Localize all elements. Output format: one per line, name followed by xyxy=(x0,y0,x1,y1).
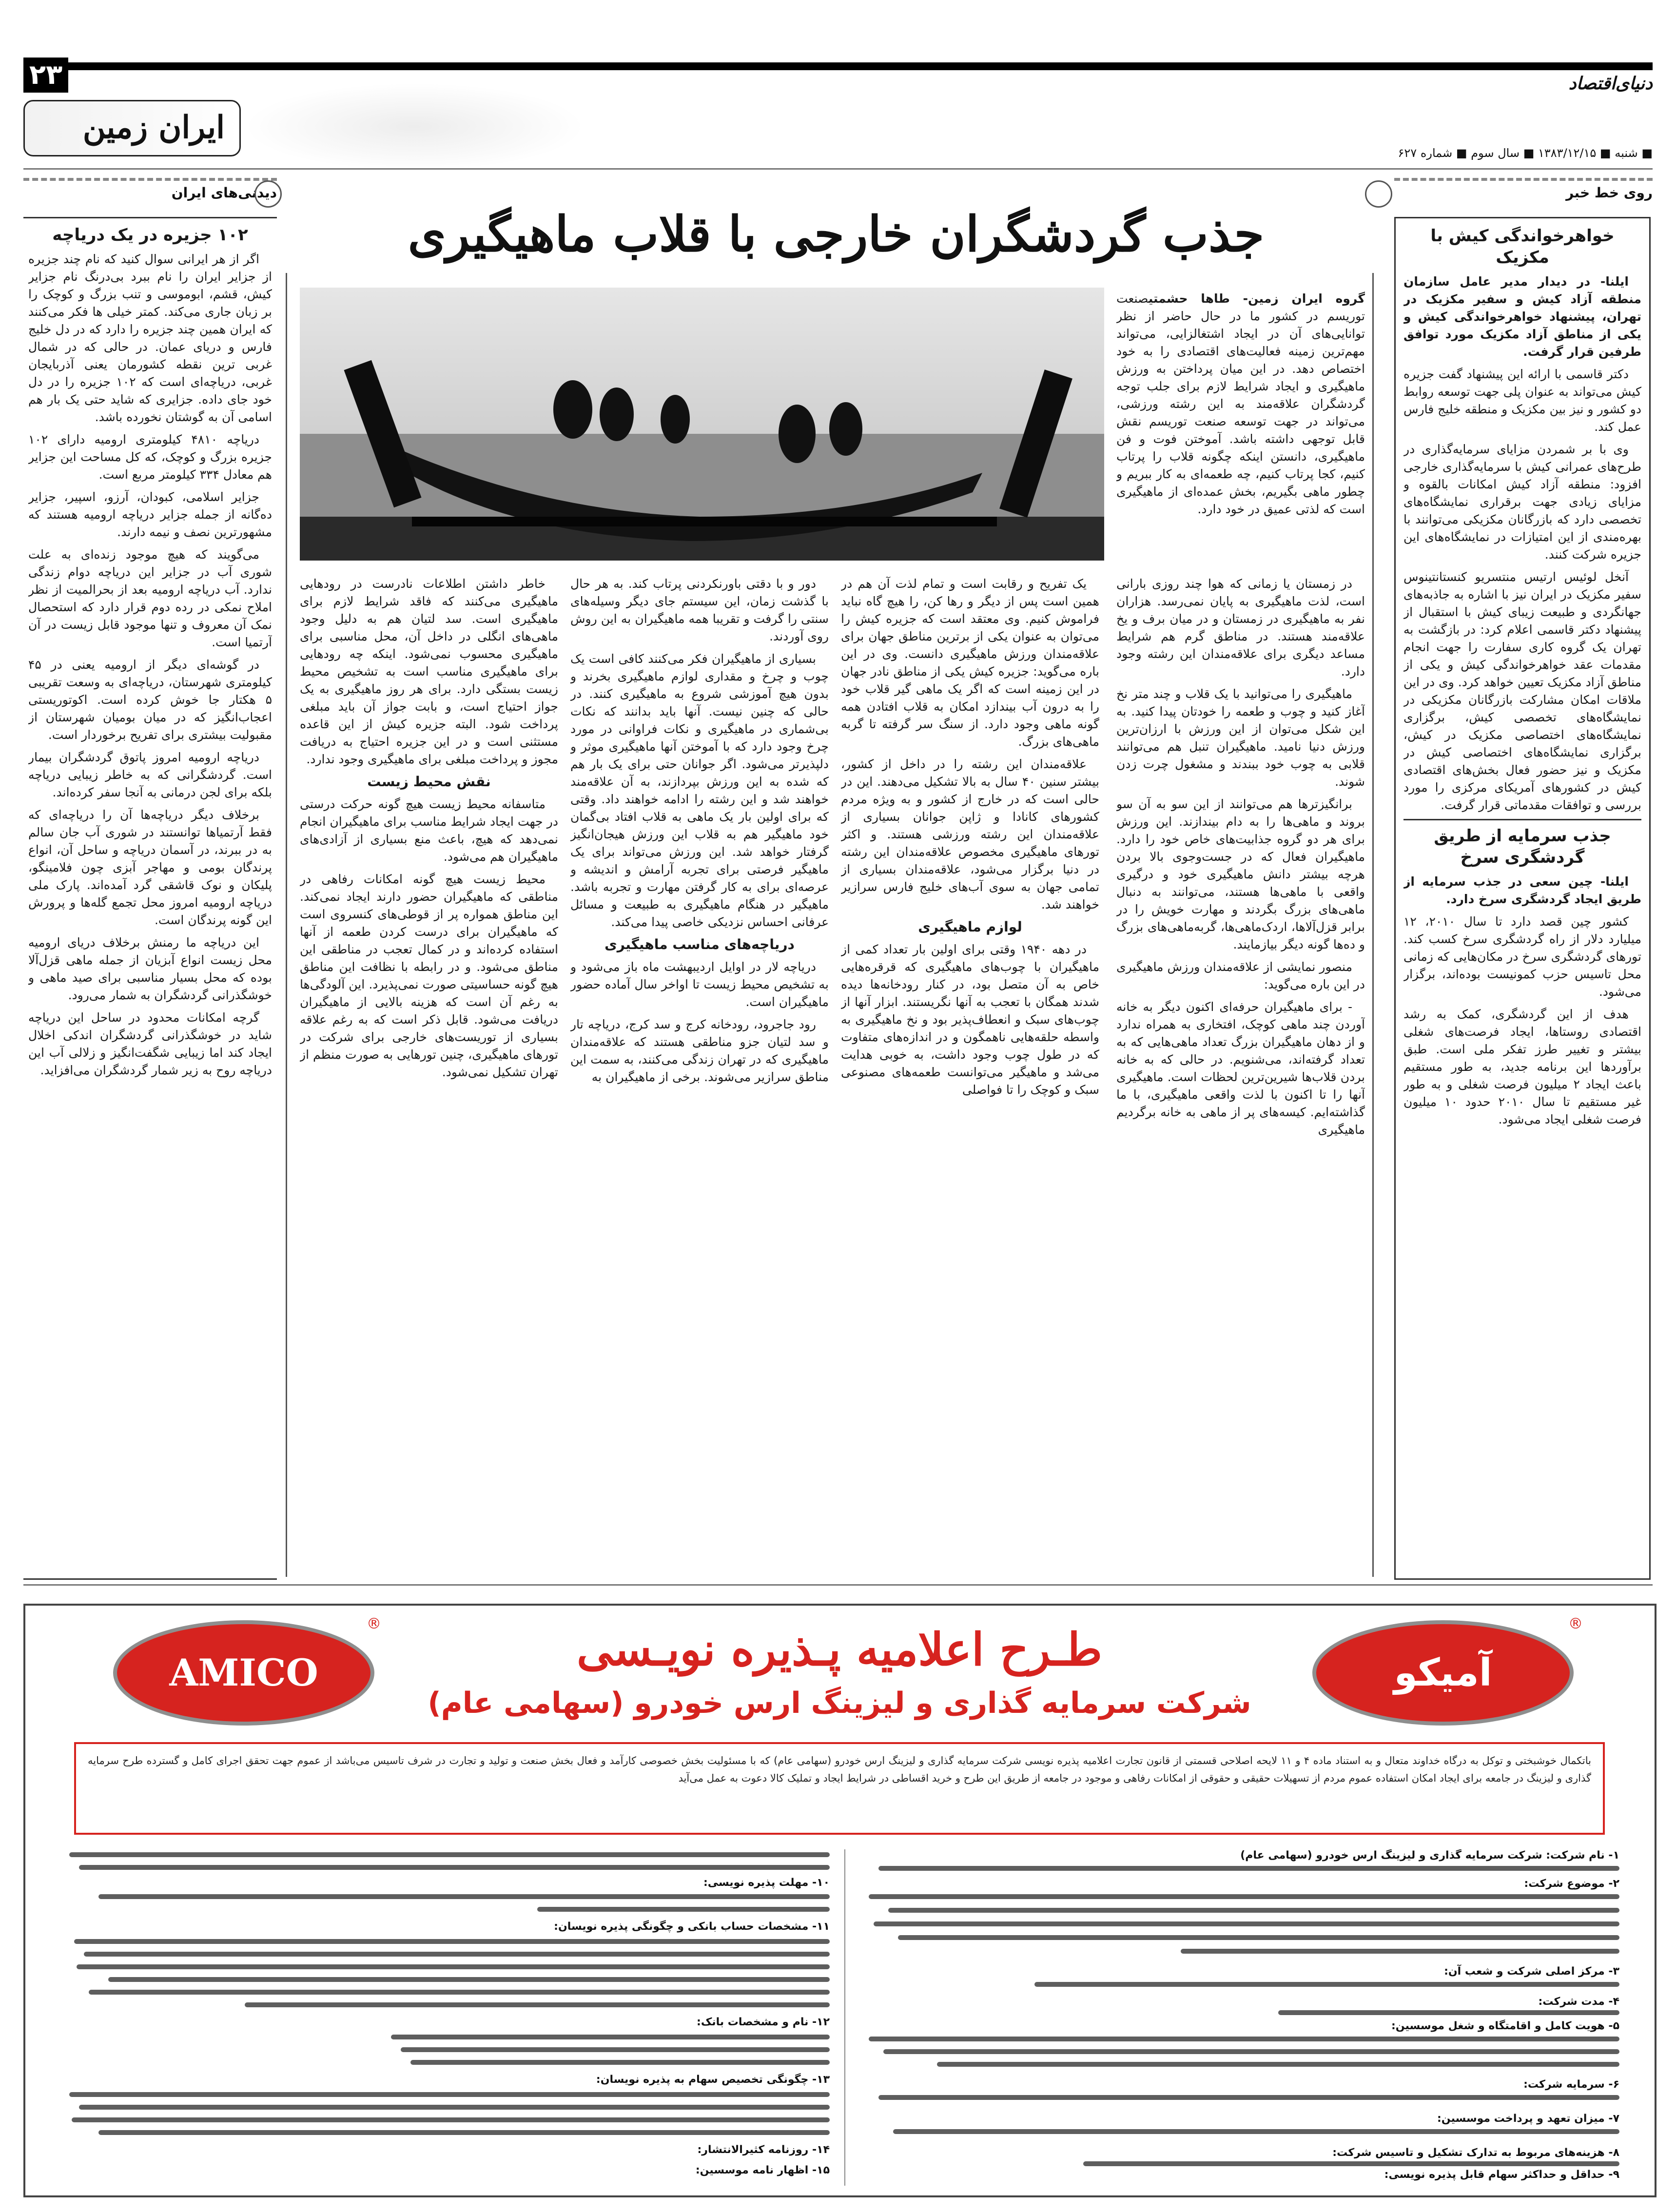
news-paragraph: هدف از این گردشگری، کمک به رشد اقتصادی روستاها، ایجاد فرصت‌های شغلی بیشتر و تغییر طرز تفکر ملی است. طبق برآورد‌ها این برنامه جدید، به طور مستقیم باعث ایجاد ۲ میلیون فرصت شغلی و به طور غیر مستقیم تا سال ۲۰۱۰ حدود ۱۰ میلیون فرصت شغلی ایجاد می‌شود. xyxy=(1403,1007,1641,1126)
advert-text-line xyxy=(1181,1949,1619,1954)
left-column-content xyxy=(28,224,272,1574)
left-paragraph: دریاچه ارومیه امروز پاتوق گردشگران بیمار است. گردشگرانی که به خاطر زیبایی دریاچه بلکه برای لجن درمانی به آنجا سفر کرده‌اند. xyxy=(28,750,272,799)
advert-text-line xyxy=(937,2062,1619,2067)
subheading-environment-role: نقش محیط زیست xyxy=(367,774,491,790)
left-paragraph: جزایر اسلامی، کبودان، آرزو، اسپیر، جزایر ده‌گانه از جمله جزایر دریاچه ارومیه هستند که مشهورترین نصف و نیمه دارند. xyxy=(28,490,272,539)
advert-text-line xyxy=(69,1852,830,1857)
world-map-decoration xyxy=(244,83,585,171)
advert-text-line xyxy=(869,2037,1619,2041)
registered-mark-right: ® xyxy=(1568,1615,1583,1632)
advert-text-line xyxy=(84,1952,830,1957)
globe-icon-right xyxy=(1365,180,1392,208)
article-bottom-rule xyxy=(23,1584,1653,1586)
left-paragraph: در گوشه‌ای دیگر از ارومیه یعنی در ۴۵ کیلومتری شهرستان، دریاچه‌ای به وسعت تقریبی ۵ هکتار جا خوش کرده است. اکوتوریستی اعجاب‌انگیز که در میان بومیان شهرستان از مقبولیت بیشتری برای تفریح برخوردار است. xyxy=(28,658,272,742)
left-paragraph: این دریاچه ما رمنش برخلاف دریای ارومیه محل زیست انواع آبزیان از جمله ماهی قزل‌آلا بوده که محل بسیار مناسبی برای صید ماهی و خوشگذرانی گردشگران به شمار می‌رود. xyxy=(28,935,272,1002)
advert-text-line xyxy=(869,1894,1619,1899)
advert-text-line xyxy=(1278,2010,1619,2015)
article-paragraph: در زمستان یا زمانی که هوا چند روزی بارانی است، لذت ماهیگیری به پایان نمی‌رسد. هزاران نفر به ماهیگیری در زمستان و در میان برف و یخ علاقه‌مند هستند. در مناطق گرم هم شرایط مساعد دیگری برای علاقه‌مندان این رشته وجود دارد. xyxy=(1116,577,1365,679)
article-col-3 xyxy=(570,575,829,1579)
advert-title: طـرح اعلامیه پـذیره نویـسی xyxy=(577,1623,1102,1676)
article-intro-text: صنعت توریسم در کشور ما در حال حاضر از نظر توانایی‌های آن در ایجاد اشتغالزایی، می‌تواند مهم‌ترین زمینه فعالیت‌های اقتصادی را به خود اختصاص دهد. در این میان پرداختن به ورزش ماهیگیری و ایجاد شرایط لازم برای جلب توجه گردشگران علاقه‌مند به این رشته ورزشی، می‌تواند در جهت توسعه صنعت توریسم نقش قابل توجهی داشته باشد. آموختن فوت و فن ماهیگیری، دانستن اینکه چگونه قلاب را پرتاب کنیم، کجا پرتاب کنیم، چه طعمه‌ای به کار ببریم و چطور ماهی بگیریم، بخش عمده‌ای از ماهیگیری است که لذتی عمیق در خود دارد. xyxy=(1116,291,1365,516)
article-paragraph: خاطر داشتن اطلاعات نادرست در رودهایی ماهیگیری می‌کنند که فاقد شرایط لازم برای ماهیگیری است. سد لتیان هم به دلیل وجود ماهی‌های انگلی در داخل آن، محل مناسبی برای ماهیگیری محسوب نمی‌شود. اینکه چه رودهایی برای ماهیگیری مناسب است به تشخیص محیط زیست بستگی دارد. برای هر روز ماهیگیری به یک جواز احتیاج است، و بابت جواز آن باید مبلغی پرداخت شود. البته جزیره کیش از این قاعده مستثنی است و در این جزیره احتیاج به دریافت مجوز و پرداخت مبلغی برای ماهیگیری وجود ندارد. xyxy=(300,577,558,766)
advert-text-line xyxy=(893,2129,1619,2134)
left-paragraph: گرچه امکانات محدود در ساحل این دریاچه شاید در خوشگذرانی گردشگران اندکی اخلال ایجاد کند اما زیبایی شگفت‌انگیز و زلالی آب این دریاچه روح به زیر شمار گردشگران می‌افزاید. xyxy=(28,1010,272,1077)
advert-item: ۷- میزان تعهد و پرداخت موسسین: xyxy=(1437,2113,1619,2125)
advert-item: ۸- هزینه‌های مربوط به تدارک تشکیل و تاسیس شرکت: xyxy=(1332,2147,1619,2159)
fishermen-boat-silhouette-photo xyxy=(300,288,1104,561)
left-article-title: ۱۰۲ جزیره در یک دریاچه xyxy=(52,225,248,245)
article-headline: جذب گردشگران خارجی با قلاب ماهیگیری xyxy=(408,205,1265,263)
advert-item: ۴- مدت شرکت: xyxy=(1538,1996,1619,2008)
advert-text-line xyxy=(1083,2161,1619,2166)
advert-text-line xyxy=(1034,1982,1619,1987)
article-paragraph: یک تفریح و رقابت است و تمام لذت آن هم در همین است پس از دیگر و رها کن، را هیچ گاه نباید فراموش کنیم. وی معتقد است که جزیره کیش را می‌توان به عنوان یکی از برترین مناطق جهان برای علاقه‌مندان ورزش ماهیگیری دانست. وی در این باره می‌گوید: جزیره کیش یکی از مناطق نادر جهان در این زمینه است که اگر یک ماهی گیر قلاب خود را به درون آب بیندازد امکان به قلاب افتادن همه گونه ماهی وجود دارد. از سنگ سر گرفته تا گربه ماهی‌های بزرگ. xyxy=(841,577,1099,749)
advert-text-line xyxy=(74,1939,830,1944)
advert-text-line xyxy=(391,2035,830,2039)
article-paragraph: محیط زیست هیچ گونه امکانات رفاهی در مناطقی که ماهیگیران حضور دارند ایجاد نمی‌کند. این مناطق همواره پر از قوطی‌های کنسروی است که ماهیگیران برای درست کردن طعمه از آنها استفاده کرده‌اند و در کمال تعجب در مناطقی این مناطق می‌شود. و در رابطه با نظافت این مناطق هیچ گونه حساسیتی صورت نمی‌پذیرد. این آلودگی‌ها به رغم آن است که هزینه بالایی از ماهیگیران دریافت می‌شود. قابل ذکر است که به رغم علاقه بسیاری از توریست‌های خارجی برای شرکت در تورهای ماهیگیری، چنین تورهایی به صورت منظم از تهران تشکیل نمی‌شود. xyxy=(300,872,558,1079)
column-divider xyxy=(286,273,287,1577)
advert-subtitle: شرکت سرمایه گذاری و لیزینگ ارس خودرو (سهامی عام) xyxy=(428,1686,1251,1720)
issue-info: ■ شنبه ■ ۱۳۸۳/۱۲/۱۵ ■ سال سوم ■ شماره ۶۲۷ xyxy=(1398,146,1653,160)
advert-text-line xyxy=(410,2060,830,2065)
news-title-red-tourism: جذب سرمایه از طریق گردشگری سرخ xyxy=(1434,826,1611,867)
advert-item: ۶- سرمایه شرکت: xyxy=(1523,2078,1619,2091)
globe-icon-left xyxy=(254,180,282,208)
advert-text-line xyxy=(401,2047,830,2052)
advert-text-line xyxy=(79,2105,830,2110)
article-col-2 xyxy=(841,575,1099,1579)
header-top-rule xyxy=(68,62,1653,70)
left-paragraph: برخلاف دیگر دریاچه‌ها آن را دریاچه‌ای که فقط آرتمیاها توانستند در شوری آب جان سالم به در ببرند، در آسمان دریاچه و ساحل آن، انواع پرندگان بومی و مهاجر آبزی چون فلامینگو، پلیکان و نوک قاشقی گرد آمده‌اند. پارک ملی دریاچه ارومیه امروز محل تجمع گله‌ها و پرورش این گونه پرندگان است. xyxy=(28,808,272,927)
advert-text-line xyxy=(883,2049,1619,2054)
advert-item: ۹- حداقل و حداکثر سهام قابل پذیره نویسی: xyxy=(1384,2169,1619,2181)
article-paragraph: در دهه ۱۹۴۰ وقتی برای اولین بار تعداد کمی از ماهیگیران با چوب‌های ماهیگیری که قرقره‌هایی خاص به آن متصل بود، در کنار رودخانه‌ها دیده شدند همگان با تعجب به آنها نگریستند. ابزار آنها از چوب‌های سبک و انعطاف‌پذیر بود و نخ ماهیگیری به واسطه حلقه‌هایی ناهمگون و در اندازه‌های متفاوت که در طول چوب وجود داشت، به خوبی هدایت می‌شد و ماهیگیر می‌توانست طعمه‌های مصنوعی سبک و کوچک را تا فواصلی xyxy=(841,942,1099,1097)
advert-right-column xyxy=(859,1849,1619,2186)
section-title: ایران زمین xyxy=(82,109,225,146)
article-paragraph: دور و با دقتی باورنکردنی پرتاب کند. به هر حال با گذشت زمان، این سیستم جای دیگر وسیله‌های سنتی را گرفت و تقریبا همه ماهیگیران به این روش روی آوردند. xyxy=(570,577,829,643)
section-title-box xyxy=(23,100,241,156)
left-column-frame xyxy=(23,217,277,1580)
advert-column-divider xyxy=(844,1849,845,2186)
subheading-fishing-gear: لوازم ماهیگیری xyxy=(918,919,1022,935)
advert-item: ۱۱- مشخصات حساب بانکی و چگونگی پذیره نویسان: xyxy=(554,1921,830,1933)
news-title-kish: خواهرخواندگی کیش با مکزیک xyxy=(1430,226,1615,267)
article-paragraph: علاقه‌مندان این رشته را در داخل از کشور، بیشتر سنین ۴۰ سال به بالا تشکیل می‌دهند. این در حالی است که در خارج از کشور و به ویژه مردم کشورهای کانادا و ژاپن جوانان بسیاری از علاقه‌مندان این رشته ورزشی هستند. و اکثر تورهای ماهیگیری مخصوص علاقه‌مندان این رشته در دنیا برگزار می‌شود، علاقه‌مندان بسیاری از تمامی جهان به سوی آب‌های خلیج فارس سرازیر خواهند شد. xyxy=(841,757,1099,912)
advert-notice-box: باتکمال خوشبختی و توکل به درگاه خداوند متعال و به استناد ماده ۴ و ۱۱ لایحه اصلاحی قسمتی از قانون تجارت اعلامیه پذیره نویسی شرکت سرمایه گذاری و لیزینگ ارس خودرو (سهامی عام) که با مسئولیت بخش خصوصی کارآمد و فعال بخش صنعت و تولید و تجارت در شرف تاسیس می‌باشد از عموم جهت تحقق اجرای کامل و گسترده طرح سرمایه گذاری و لیزینگ در جامعه برای ایجاد امکان استفاده عموم مردم از تسهیلات حقیقی و حقوقی از امکانات رفاهی و موجود در جامعه از طریق این طرح و خرید اقساطی در شرایط ایجاد و تملیک کالا دعوت به عمل می‌آید xyxy=(74,1742,1605,1835)
article-col-4 xyxy=(300,575,558,1579)
news-lead-red-tourism: ایلنا- چین سعی در جذب سرمایه از طریق ایجاد گردشگری سرخ دارد. xyxy=(1403,874,1641,906)
advert-item: ۳- مرکز اصلی شرکت و شعب آن: xyxy=(1444,1965,1619,1978)
article-paragraph: ماهیگیری را می‌توانید با یک قلاب و چند متر نخ آغاز کنید و چوب و طعمه را خودتان پیدا کنید. به این شکل می‌توان از این ورزش با ارزان‌ترین ورزش دنیا نامید. ماهیگیران تنبل هم می‌توانند قلابی به چوب خود ببندند و مشغول چرت زدن شوند. xyxy=(1116,687,1365,789)
news-box xyxy=(1394,217,1651,1580)
advert-text-line xyxy=(898,1935,1619,1940)
article-col-1 xyxy=(1116,575,1365,1579)
right-column-label-bar xyxy=(1394,178,1653,200)
advert-text-line xyxy=(878,1866,1619,1871)
advert-item: ۱- نام شرکت: شرکت سرمایه گذاری و لیزینگ ارس خودرو (سهامی عام) xyxy=(1240,1849,1619,1862)
advert-text-line xyxy=(108,1977,830,1982)
amico-logo-left-text: AMICO xyxy=(169,1651,318,1694)
page-number-badge: ۲۳ xyxy=(23,58,68,93)
brand-logo: دنیای‌اقتصاد xyxy=(1568,73,1653,94)
left-column-label: دیدنی‌های ایران xyxy=(171,185,277,201)
advert-text-line xyxy=(98,2130,830,2135)
advert-text-line xyxy=(98,1894,830,1899)
article-paragraph: بسیاری از ماهیگیران فکر می‌کنند کافی است یک چوب و چرخ و مقداری لوازم ماهیگیری بخرند و بدون هیچ آموزشی شروع به ماهیگیری کنند. در حالی که چنین نیست. آنها باید بدانند که نکات بی‌شماری در ماهیگیری و نکات فراوانی در مورد چرخ وجود دارد که با آموختن آنها ماهیگیری موثر و دلپذیرتر می‌شود. اگر جوانان حتی برای یک بار هم که شده به این ورزش بپردازند، به آن علاقه‌مند خواهند شد و این رشته را ادامه خواهند داد. وقتی که برای اولین بار یک ماهی به قلاب افتاد بی‌گمان خود ماهیگیر هم به قلاب این ورزش هیجان‌انگیز گرفتار خواهد شد. این ورزش می‌تواند برای یک ماهیگیر فرصتی برای تجربه آرامش و اندیشه و عرصه‌ای برای به کار گرفتن مهارت و تجربه باشد. ماهیگیر در هنگام ماهیگیری به طبیعت و مسائل عرفانی احساس نزدیکی خاصی پیدا می‌کند. xyxy=(570,652,829,929)
amico-logo-right xyxy=(1312,1620,1574,1726)
column-divider xyxy=(1372,273,1374,1577)
news-paragraph: وی با بر شمردن مزایای سرمایه‌گذاری در طرح‌های عمرانی کیش با سرمایه‌گذاری خارجی افزود: منطقه آزاد کیش امکانات بالقوه و مزایای زیادی جهت برقراری نمایشگاه‌های تخصصی دارد که بازرگانان مکزیکی می‌توانند با بهره‌مندی از این امتیازات در نمایشگاه‌های این جزیره شرکت کنند. xyxy=(1403,442,1641,562)
news-paragraph: دکتر قاسمی با ارائه این پیشنهاد گفت جزیره کیش می‌تواند به عنوان پلی جهت توسعه روابط دو کشور و نیز بین مکزیک و منطقه خلیج فارس عمل کند. xyxy=(1403,367,1641,434)
advert-text-line xyxy=(878,2095,1619,2100)
advert-text-line xyxy=(874,1921,1619,1926)
amico-logo-left xyxy=(113,1620,374,1726)
advert-frame xyxy=(23,1604,1657,2197)
advert-item: ۵- هویت کامل و اقامتگاه و شغل موسسین: xyxy=(1391,2020,1619,2032)
advert-item: ۱۴- روزنامه کثیرالانتشار: xyxy=(697,2144,830,2156)
advert-text-line xyxy=(537,1907,830,1912)
registered-mark-left: ® xyxy=(367,1615,381,1632)
left-paragraph: اگر از هر ایرانی سوال کنید که نام چند جزیره از جزایر ایران را نام ببرد بی‌درنگ نام جزایر کیش، قشم، ابوموسی و تنب بزرگ و کوچک را بر زبان جاری می‌کند. کمتر خیلی ها فکر می‌کنند که ایران همین چند جزیره را دارد که در دل خلیج فارس و دریای عمان. در حالی که در شمال غربی ترین نقطه کشورمان یعنی آذربایجان غربی، دریاچه‌ای است که ۱۰۲ جزیره را در دل خود جای داده. جزایری که شاید حتی یک بار هم اسامی آن به گوشتان نخورده باشد. xyxy=(28,252,272,424)
advert-text-line xyxy=(69,2092,830,2097)
article-photo xyxy=(300,288,1104,561)
advert-text-line xyxy=(72,2117,830,2122)
advert-text-line xyxy=(89,1990,830,1995)
left-paragraph: دریاچه ۴۸۱۰ کیلومتری ارومیه دارای ۱۰۲ جزیره بزرگ و کوچک، که کل مساحت این جزایر هم معادل ۳۳۴ کیلومتر مربع است. xyxy=(28,432,272,482)
advert-item: ۱۵- اظهار نامه موسسین: xyxy=(695,2164,830,2176)
right-column-label: روی خط خبر xyxy=(1566,185,1653,201)
amico-logo-right-text: آمیکو xyxy=(1394,1651,1492,1695)
article-paragraph: رود جاجرود، رودخانه کرج و سد کرج، دریاچه تار و سد لتیان جزو مناطقی هستند که علاقه‌مندان ماهیگیری که در تهران زندگی می‌کنند، به سمت این مناطق سرازیر می‌شوند. برخی از ماهیگیران به xyxy=(570,1017,829,1084)
article-byline: گروه ایران زمین- طاها حشمتی xyxy=(1148,291,1365,306)
article-paragraph: منصور نمایشی از علاقه‌مندان ورزش ماهیگیری در این باره می‌گوید: xyxy=(1116,960,1365,991)
header-bottom-rule xyxy=(23,168,1653,170)
advert-text-line xyxy=(79,1865,830,1870)
advert-text-line xyxy=(888,1908,1619,1913)
advert-text-line xyxy=(77,1964,830,1969)
news-divider xyxy=(1403,819,1641,820)
advert-item: ۲- موضوع شرکت: xyxy=(1524,1878,1619,1890)
article-paragraph: دریاچه لار در اوایل اردیبهشت ماه باز می‌شود و به تشخیص محیط زیست تا اواخر سال آماده حضور ماهیگیران است. xyxy=(570,960,829,1009)
article-intro xyxy=(1116,290,1365,573)
left-column-label-bar xyxy=(23,178,277,200)
article-paragraph: - برای ماهیگیران حرفه‌ای اکنون دیگر به خانه آوردن چند ماهی کوچک، افتخاری به همراه ندارد و از دهان ماهیگیران بزرگ تعداد ماهی‌هایی که به تعداد گرفته‌اند، می‌شنویم. در حالی که به خانه بردن قلاب‌ها شیرین‌ترین لحظات است. ماهیگیری آنها را تا اکنون با لذت واقعی ماهیگیری، با ما گذاشته‌ایم. کیسه‌های پر از ماهی به خانه برگردیم ماهیگیری xyxy=(1116,1000,1365,1137)
news-box-content xyxy=(1403,225,1641,1573)
advert-text-line xyxy=(245,2002,830,2007)
advert-item: ۱۳- چگونگی تخصیص سهام به پذیره نویسان: xyxy=(596,2074,830,2086)
advert-item: ۱۰- مهلت پذیره نویسی: xyxy=(703,1877,830,1889)
article-paragraph: برانگیزترها هم می‌توانند از این سو به آن سو بروند و ماهی‌ها را به دام بیندازند. این ورزش برای هر دو گروه جذابیت‌های خاص خود را دارد. ماهیگیران فعال که در جست‌وجوی بالا بردن هرچه بیشتر دانش ماهیگیری خود و درگیری واقعی با ماهی‌ها هستند، می‌توانند به دنبال ماهی‌های بزرگ بگردند و مهارت خویش را در برابر قزل‌آلاها، اردک‌ماهی‌ها، گربه‌ماهی‌های بزرگ و ده‌ها گونه دیگر بیازمایند. xyxy=(1116,797,1365,951)
left-paragraph: می‌گویند که هیچ موجود زنده‌ای به علت شوری آب در جزایر این دریاچه دوام زندگی ندارد. آب دریاچه ارومیه بعد از بحرالمیت از نظر املاح نمکی در رده دوم قرار دارد که استحصال نمک آن معروف و تنها موجود قابل زیست در آن آرتمیا است. xyxy=(28,547,272,649)
news-lead-kish: ایلنا- در دیدار مدیر عامل سازمان منطقه آزاد کیش و سفیر مکزیک در تهران، پیشنهاد خواهرخواندگی کیش و یکی از مناطق آزاد مکزیک مورد توافق طرفین قرار گرفت. xyxy=(1403,274,1641,359)
advert-left-column xyxy=(59,1849,830,2186)
news-paragraph: کشور چین قصد دارد تا سال ۲۰۱۰، ۱۲ میلیارد دلار از راه گردشگری سرخ کسب کند. تورهای گردشگری سرخ در مکان‌هایی که زمانی محل تاسیس حزب کمونیست بوده‌اند، برگزار می‌شود. xyxy=(1403,914,1641,999)
subheading-suitable-lakes: دریاچه‌های مناسب ماهیگیری xyxy=(604,936,795,952)
article-paragraph: متاسفانه محیط زیست هیچ گونه حرکت درستی در جهت ایجاد شرایط مناسب برای ماهیگیران انجام نمی‌دهد که هیچ، باعث منع بسیاری از آزادی‌های ماهیگیران هم می‌شود. xyxy=(300,797,558,864)
news-paragraph: آنخل لوئیس ارتیس منتسریو کنستانتینوس سفیر مکزیک در ایران نیز با اشاره به جاذبه‌های جهانگردی و طبیعت زیبای کیش با استقبال از پیشنهاد دکتر قاسمی اعلام کرد: در بازگشت به تهران یک گروه کاری سفارت را جهت انجام مقدمات عقد خواهرخواندگی کیش و یکی از مناطق آزاد مکزیک تعیین خواهد کرد. وی در این ملاقات امکان مشارکت بازرگانان مکزیکی در نمایشگاه‌های تخصصی کیش، برگزاری نمایشگاه‌های اختصاصی مکزیک در کیش، برگزاری نمایشگاه‌های اختصاصی کیش در مکزیک و نیز حضور فعال بخش‌های اقتصادی کیش در کشورهای آمریکای مرکزی را مورد بررسی و توافقات مقدماتی قرار گرفت. xyxy=(1403,570,1641,812)
advert-item: ۱۲- نام و مشخصات بانک: xyxy=(697,2016,830,2028)
